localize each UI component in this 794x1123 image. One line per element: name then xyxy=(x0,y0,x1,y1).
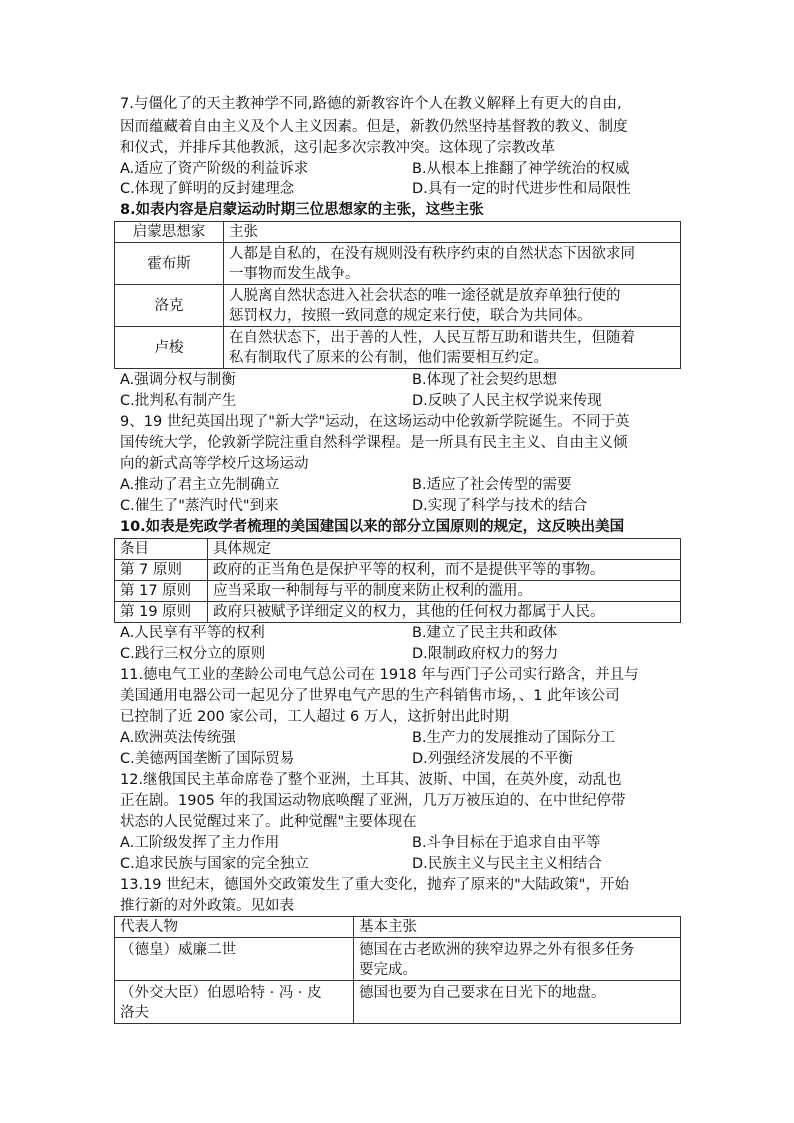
q9-option-b: B.适应了社会传型的需要 xyxy=(412,477,572,493)
q8-header-thinker: 启蒙思想家 xyxy=(115,222,224,243)
q10-option-b: B.建立了民主共和政体 xyxy=(412,625,558,641)
q9-option-c: C.催生了"蒸汽时代"到来 xyxy=(120,498,279,514)
table-row xyxy=(115,581,681,602)
q12-option-d: D.民族主义与民主主义相结合 xyxy=(412,856,602,872)
q9-stem-line3: 向的新式高等学校斤这场运动 xyxy=(120,456,309,472)
q13-stem-line1: 13.19 世纪末，德国外交政策发生了重大变化，抛弃了原来的"大陆政策"，开始 xyxy=(120,877,629,893)
q13-row2-claim-line1: 德国也要为自己要求在日光下的地盘。 xyxy=(359,985,606,1001)
q7-option-b: B.从根本上推翻了神学统治的权威 xyxy=(412,161,630,177)
q9-option-a: A.推动了君主立先制确立 xyxy=(120,477,280,493)
q13-header-claim: 基本主张 xyxy=(354,917,681,938)
q12-option-b: B.斗争目标在于追求自由平等 xyxy=(412,835,601,851)
q7-stem-line1: 7.与僵化了的天主教神学不同,路德的新教容许个人在教义解释上有更大的自由, xyxy=(120,96,622,112)
q8-row1-claim-line2: 一事物而发生战争。 xyxy=(229,265,360,282)
q10-row1-rule: 政府的正当角色是保护平等的权利，而不是提供平等的事物。 xyxy=(208,560,681,581)
q8-row3-name: 卢梭 xyxy=(115,327,224,369)
q13-header-person: 代表人物 xyxy=(115,917,354,938)
table-row xyxy=(115,327,681,369)
table-row xyxy=(115,602,681,623)
q8-option-d: D.反映了人民主权学说来传现 xyxy=(412,393,602,409)
table-row xyxy=(115,560,681,581)
q10-option-d: D.限制政府权力的努力 xyxy=(412,646,559,662)
q10-row1-item: 第 7 原则 xyxy=(115,560,208,581)
q12-stem-line3: 状态的人民觉醒过来了。此种觉醒"主要体现在 xyxy=(120,814,417,830)
q10-header-item: 条目 xyxy=(115,539,208,560)
q7-option-a: A.适应了资产阶级的利益诉求 xyxy=(120,161,309,177)
q8-stem: 8.如表内容是启蒙运动时期三位思想家的主张，这些主张 xyxy=(120,202,484,218)
q13-table xyxy=(114,916,681,1024)
q11-option-b: B.生产力的发展推动了国际分工 xyxy=(412,730,616,746)
q8-table xyxy=(114,221,681,369)
q8-row3-claim-line1: 在自然状态下，出于善的人性，人民互帮互助和谐共生，但随着 xyxy=(229,329,635,346)
q10-row2-rule: 应当采取一种制每与平的制度来防止权利的滥用。 xyxy=(208,581,681,602)
q10-row3-rule: 政府只被赋予详细定义的权力，其他的任何权力都属于人民。 xyxy=(208,602,681,623)
q7-option-d: D.具有一定的时代进步性和局限性 xyxy=(412,181,631,197)
q11-stem-line1: 11.德电气工业的垄龄公司电气总公司在 1918 年与西门子公司实行路含，并且与 xyxy=(120,667,639,683)
table-row xyxy=(115,938,681,981)
q11-stem-line2: 美国通用电器公司一起见分了世界电气产思的生产科销售市场，、1 此年该公司 xyxy=(120,688,620,704)
q10-header-rule: 具体规定 xyxy=(208,539,681,560)
q12-option-c: C.追求民族与国家的完全独立 xyxy=(120,856,309,872)
q7-stem-line2: 因而蕴藏着自由主义及个人主义因素。但是，新教仍然坚持基督教的教义、制度 xyxy=(120,119,628,135)
q8-option-c: C.批判私有制产生 xyxy=(120,393,237,409)
q8-row3-claim-line2: 私有制取代了原来的公有制，他们需要相互约定。 xyxy=(229,349,548,366)
table-row xyxy=(115,243,681,285)
q13-row1-claim-line2: 要完成。 xyxy=(359,962,417,978)
q10-row3-item: 第 19 原则 xyxy=(115,602,208,623)
q12-stem-line1: 12.继俄国民主革命席卷了整个亚洲，土耳其、波斯、中国，在英外度，动乱也 xyxy=(120,772,622,788)
q10-stem: 10.如表是宪政学者梳理的美国建国以来的部分立国原则的规定，这反映出美国 xyxy=(120,519,625,535)
q8-header-claim: 主张 xyxy=(224,222,681,243)
q11-option-a: A.欧洲英法传统强 xyxy=(120,730,236,746)
q10-row2-item: 第 17 原则 xyxy=(115,581,208,602)
q13-row2-person-line2: 洛夫 xyxy=(120,1005,149,1021)
q12-option-a: A.工阶级发挥了主力作用 xyxy=(120,835,280,851)
q13-row1-person-line1: （德皇）威廉二世 xyxy=(120,942,236,958)
q9-option-d: D.实现了科学与技术的结合 xyxy=(412,498,588,514)
q10-option-a: A.人民享有平等的权利 xyxy=(120,625,265,641)
q11-option-c: C.美德两国垄断了国际贸易 xyxy=(120,751,295,767)
q13-row1-claim-line1: 德国在古老欧洲的狭窄边界之外有很多任务 xyxy=(359,942,635,958)
q11-option-d: D.列强经济发展的不平衡 xyxy=(412,751,573,767)
q8-option-b: B.体现了社会契约思想 xyxy=(412,372,558,388)
q8-row1-name: 霍布斯 xyxy=(115,243,224,285)
q8-row2-claim-line1: 人脱离自然状态进入社会状态的唯一途径就是放弃单独行使的 xyxy=(229,287,621,304)
table-row xyxy=(115,285,681,327)
q7-stem-line3: 和仪式，并排斥其他教派，这引起多次宗教冲突。这体现了宗教改革 xyxy=(120,140,555,156)
q13-row2-person-line1: （外交大臣）伯恩哈特 · 冯 · 皮 xyxy=(120,985,322,1001)
q10-option-c: C.践行三权分立的原则 xyxy=(120,646,266,662)
q9-stem-line1: 9、19 世纪英国出现了"新大学"运动，在这场运动中伦敦新学院诞生。不同于英 xyxy=(120,414,630,430)
q8-row2-claim-line2: 惩罚权力，按照一致同意的规定来行使，联合为共同体。 xyxy=(229,307,592,324)
q7-option-c: C.体现了鲜明的反封建理念 xyxy=(120,181,295,197)
q8-option-a: A.强调分权与制衡 xyxy=(120,372,236,388)
table-row xyxy=(115,981,681,1024)
q8-row1-claim-line1: 人都是自私的，在没有规则没有秩序约束的自然状态下因欲求同 xyxy=(229,245,635,262)
q13-stem-line2: 推行新的对外政策。见如表 xyxy=(120,898,294,914)
q8-row2-name: 洛克 xyxy=(115,285,224,327)
q11-stem-line3: 已控制了近 200 家公司，工人超过 6 万人，这折射出此时期 xyxy=(120,709,509,725)
q9-stem-line2: 国传统大学，伦敦新学院注重自然科学课程。是一所具有民主主义、自由主义倾 xyxy=(120,435,628,451)
q10-table xyxy=(114,538,681,623)
q12-stem-line2: 正在剧。1905 年的我国运动物底唤醒了亚洲，几万万被压迫的、在中世纪停带 xyxy=(120,793,626,809)
